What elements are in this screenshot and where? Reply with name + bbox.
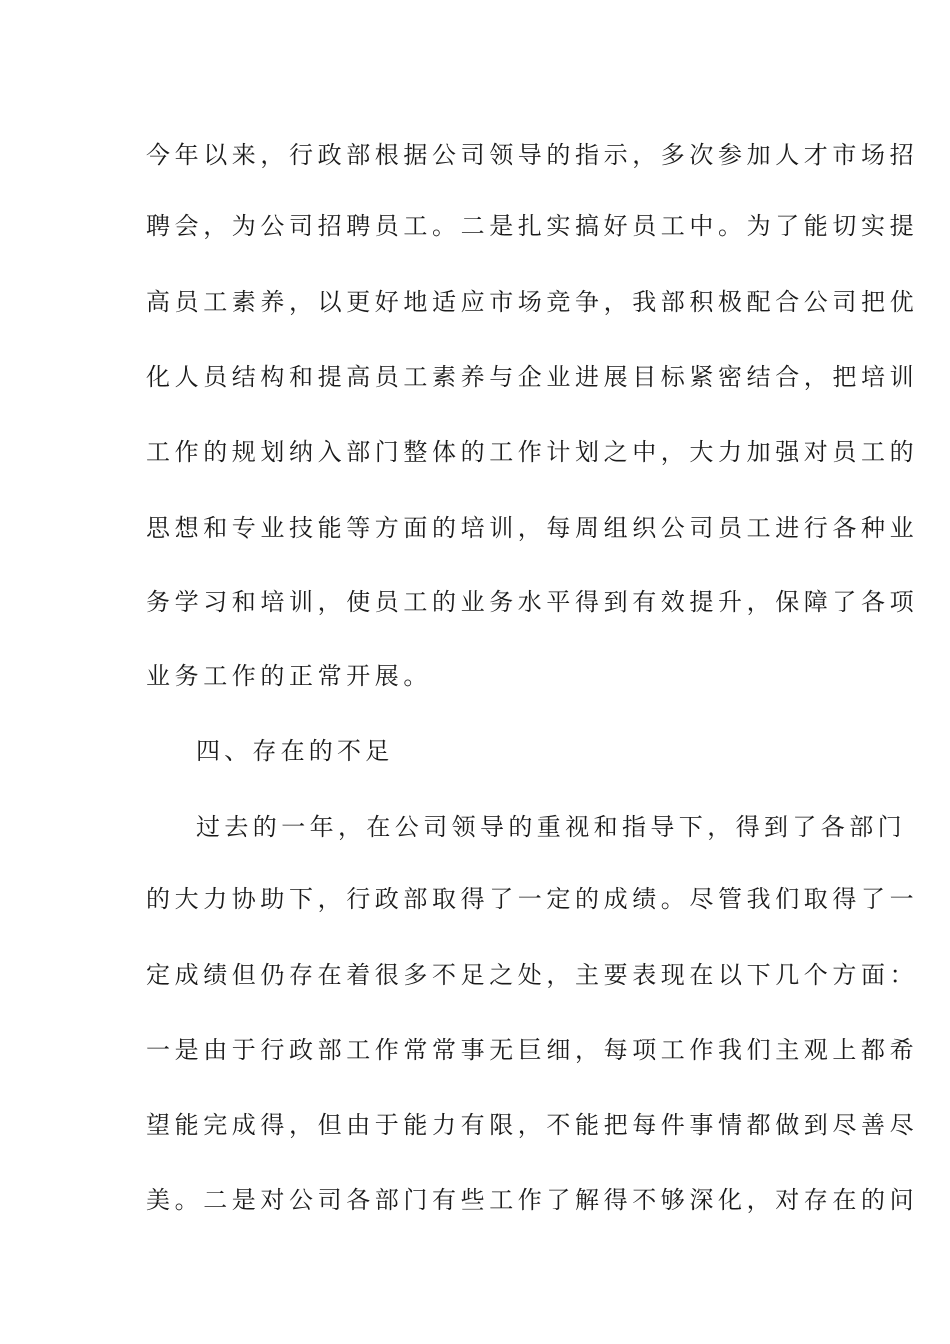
paragraph-line: 望能完成得，但由于能力有限，不能把每件事情都做到尽善尽 <box>146 1111 919 1139</box>
paragraph-line: 一是由于行政部工作常常事无巨细，每项工作我们主观上都希 <box>146 1036 919 1064</box>
paragraph-line: 定成绩但仍存在着很多不足之处，主要表现在以下几个方面： <box>146 961 919 989</box>
paragraph-line: 今年以来，行政部根据公司领导的指示，多次参加人才市场招 <box>146 141 919 169</box>
paragraph-line: 聘会，为公司招聘员工。二是扎实搞好员工中。为了能切实提 <box>146 212 919 240</box>
paragraph-line: 过去的一年，在公司领导的重视和指导下，得到了各部门 <box>196 813 906 841</box>
section-heading: 四、存在的不足 <box>196 737 394 765</box>
paragraph-line: 业务工作的正常开展。 <box>146 662 432 690</box>
paragraph-line: 美。二是对公司各部门有些工作了解得不够深化，对存在的问 <box>146 1186 919 1214</box>
paragraph-line: 化人员结构和提高员工素养与企业进展目标紧密结合，把培训 <box>146 363 919 391</box>
paragraph-line: 高员工素养，以更好地适应市场竞争，我部积极配合公司把优 <box>146 288 919 316</box>
paragraph-line: 工作的规划纳入部门整体的工作计划之中，大力加强对员工的 <box>146 438 919 466</box>
paragraph-line: 思想和专业技能等方面的培训，每周组织公司员工进行各种业 <box>146 514 919 542</box>
paragraph-line: 的大力协助下，行政部取得了一定的成绩。尽管我们取得了一 <box>146 885 919 913</box>
paragraph-line: 务学习和培训，使员工的业务水平得到有效提升，保障了各项 <box>146 588 919 616</box>
